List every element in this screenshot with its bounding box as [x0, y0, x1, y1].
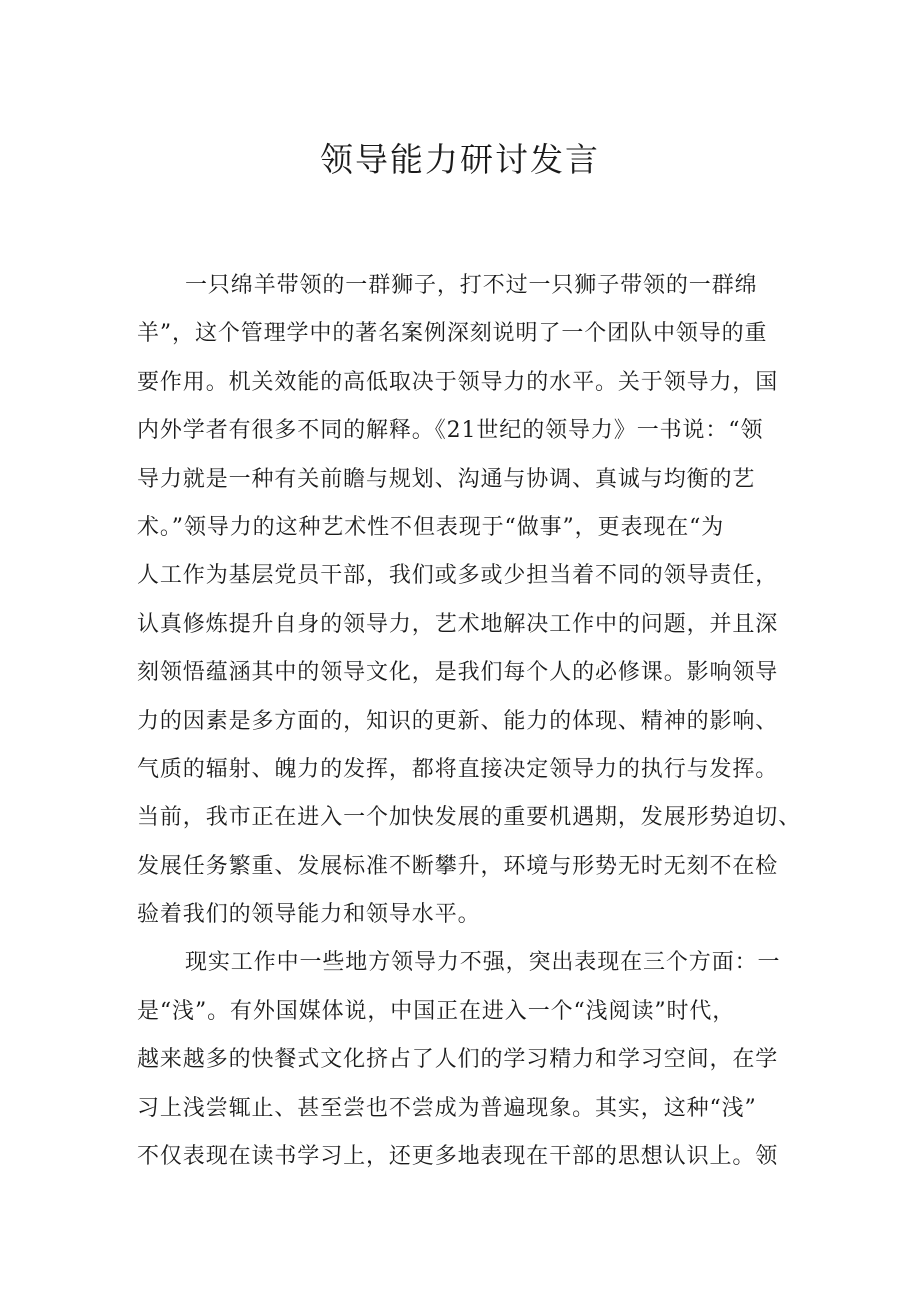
text-line: 气质的辐射、魄力的发挥，都将直接决定领导力的执行与发挥。 [137, 756, 779, 782]
text-line: 导力就是一种有关前瞻与规划、沟通与协调、真诚与均衡的艺 [137, 466, 756, 492]
paragraph [137, 939, 800, 1181]
text-line: 习上浅尝辄止、甚至尝也不尝成为普遍现象。其实，这种“浅” [137, 1095, 757, 1121]
text-line: 术。”领导力的这种艺术性不但表现于“做事”，更表现在“为 [137, 514, 725, 540]
text-line: 验着我们的领导能力和领导水平。 [137, 902, 481, 928]
text-line: 内外学者有很多不同的解释。《21世纪的领导力》一书说：“领 [137, 418, 764, 444]
text-line: 刻领悟蕴涵其中的领导文化，是我们每个人的必修课。影响领导 [137, 660, 779, 686]
text-line: 不仅表现在读书学习上，还更多地表现在干部的思想认识上。领 [137, 1144, 779, 1170]
text-line: 要作用。机关效能的高低取决于领导力的水平。关于领导力，国 [137, 369, 779, 395]
text-line: 是“浅”。有外国媒体说，中国正在进入一个“浅阅读”时代， [137, 998, 736, 1024]
text-line: 羊”，这个管理学中的著名案例深刻说明了一个团队中领导的重 [137, 321, 768, 347]
text-line: 发展任务繁重、发展标准不断攀升，环境与形势无时无刻不在检 [137, 853, 779, 879]
text-line: 力的因素是多方面的，知识的更新、能力的体现、精神的影响、 [137, 708, 779, 734]
paragraph [137, 262, 800, 939]
text-line: 人工作为基层党员干部，我们或多或少担当着不同的领导责任， [137, 563, 779, 589]
text-line: 越来越多的快餐式文化挤占了人们的学习精力和学习空间，在学 [137, 1047, 779, 1073]
text-line: 认真修炼提升自身的领导力，艺术地解决工作中的问题，并且深 [137, 611, 779, 637]
text-line: 一只绵羊带领的一群狮子，打不过一只狮子带领的一群绵 [185, 273, 758, 298]
document-title: 领导能力研讨发言 [320, 140, 600, 179]
text-line: 现实工作中一些地方领导力不强，突出表现在三个方面：一 [185, 950, 781, 976]
document-body [137, 262, 800, 1181]
text-line: 当前，我市正在进入一个加快发展的重要机遇期，发展形势迫切、 [137, 805, 802, 831]
